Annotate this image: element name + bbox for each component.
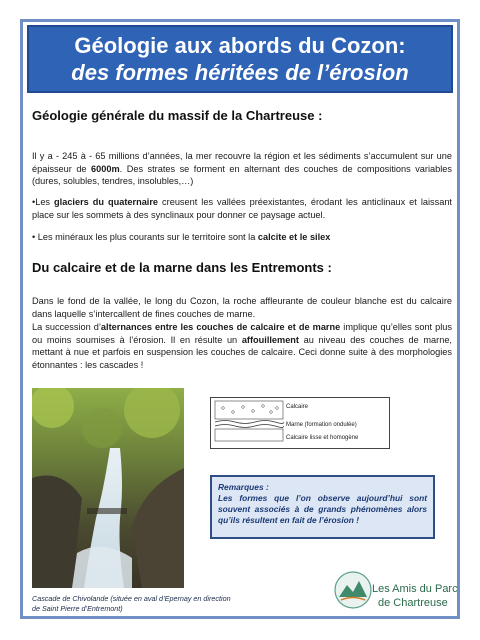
text-segment: creusent les vallées préexistantes, érodant les anticlinaux et laissant place sur les sommets à des synclinaux pour donner ce paysage actuel. — [32, 197, 452, 220]
label-marne: Marne (formation ondulée) — [286, 422, 357, 428]
text-segment: au niveau des couches de marne, mettant à nue et parfois en suspension les couches de calcaire. Ceci donne suite à des morphologies étonnantes : les cascades ! — [32, 334, 452, 370]
section2-paragraph-1: Dans le fond de la vallée, le long du Cozon, la roche affleurante de couleur blanche est du calcaire dans laquelle s’intercallent de fines couches de marne. — [32, 296, 452, 319]
label-calcaire-lisse: Calcaire lisse et homogène — [286, 435, 359, 441]
text-segment: La succession d’ — [32, 322, 101, 332]
label-calcaire: Calcaire — [286, 404, 309, 410]
text-segment: •Les — [32, 197, 55, 207]
strata-diagram — [210, 397, 390, 449]
emphasis-text: alternances entre les couches de calcaire et de marne — [100, 322, 341, 332]
title-banner — [27, 25, 453, 93]
section2-paragraph-2 — [32, 321, 452, 371]
emphasis-text: calcite et le silex — [257, 232, 331, 242]
emphasis-text: affouillement — [241, 334, 299, 345]
title-line-2: des formes héritées de l’érosion — [71, 60, 409, 85]
text-segment: . Des strates se forment en alternant des couches de compositions variables (dures, solubles, tendres, insolubles,…) — [32, 163, 452, 186]
text-segment: Il y a - 245 à - 65 millions d’années, la mer recouvre la région et les sédiments s’accumulent sur une épaisseur de — [32, 151, 452, 174]
park-logo-icon — [333, 565, 373, 615]
section1-heading: Géologie générale du massif de la Chartreuse : — [32, 108, 323, 123]
text-segment: • Les minéraux les plus courants sur le territoire sont la — [32, 232, 258, 242]
title-line-1: Géologie aux abords du Cozon: — [74, 33, 406, 58]
waterfall-photo — [32, 388, 184, 588]
remarks-title: Remarques : — [218, 482, 269, 492]
emphasis-text: 6000m — [91, 163, 120, 174]
section1-paragraph-3 — [32, 231, 452, 244]
remarks-body: Les formes que l’on observe aujourd’hui sont souvent associés à de grands phénomènes alors qu’ils résultent en fait de l’érosion ! — [218, 493, 427, 525]
remarks-box — [210, 475, 435, 539]
text-segment: implique qu’elles sont plus ou moins soumises à l’érosion. Il en résulte un — [32, 322, 452, 345]
logo-text-line-2: de Chartreuse — [378, 597, 448, 609]
section1-paragraph-2 — [32, 196, 452, 221]
emphasis-text: glaciers du quaternaire — [54, 197, 159, 207]
section1-paragraph-1 — [32, 150, 452, 188]
photo-caption: Cascade de Chivolande (située en aval d’Epernay en direction de Saint Pierre d’Entremont) — [32, 594, 231, 613]
logo-text-line-1: Les Amis du Parc — [372, 583, 458, 595]
section2-heading: Du calcaire et de la marne dans les Entremonts : — [32, 260, 332, 275]
